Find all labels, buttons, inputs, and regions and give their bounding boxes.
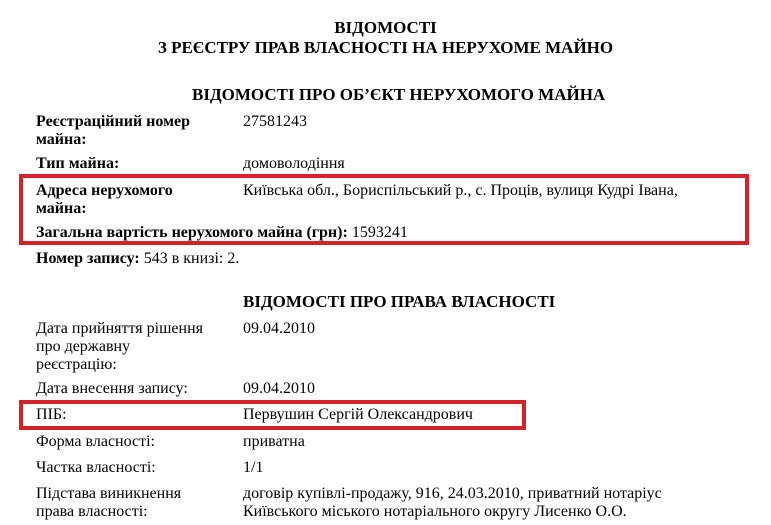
name-value: Первушин Сергій Олександрович [243, 406, 473, 423]
object-section-title: ВІДОМОСТІ ПРО ОБ’ЄКТ НЕРУХОМОГО МАЙНА [192, 85, 606, 104]
basis-label: Підстава виникнення права власності: [36, 485, 182, 520]
total-value-row [36, 224, 408, 242]
total-value-value: 1593241 [351, 224, 408, 241]
record-row [36, 250, 239, 268]
share-value: 1/1 [243, 459, 264, 476]
decision-date-value: 09.04.2010 [243, 320, 315, 337]
reg-number-label: Реєстраційний номер майна: [36, 113, 190, 148]
entry-date-label: Дата внесення запису: [36, 380, 188, 397]
entry-date-value: 09.04.2010 [243, 380, 315, 397]
ownership-form-label: Форма власності: [36, 433, 155, 450]
document-title-line2: З РЕЄСТРУ ПРАВ ВЛАСНОСТІ НА НЕРУХОМЕ МАЙНО [157, 38, 614, 57]
document-title-line1: ВІДОМОСТІ [334, 18, 437, 37]
type-value: домоволодіння [243, 155, 345, 172]
reg-number-value: 27581243 [243, 113, 307, 130]
rights-section-title: ВІДОМОСТІ ПРО ПРАВА ВЛАСНОСТІ [243, 292, 556, 311]
name-label: ПІБ: [36, 406, 67, 423]
basis-value: договір купівлі-продажу, 916, 24.03.2010, приватний нотаріус Київського міського нотаріального округу Лисенко О.О. [243, 485, 662, 520]
decision-date-label: Дата прийняття рішення про державну реєстрацію: [36, 320, 203, 373]
record-value: 543 в книзі: 2. [143, 250, 240, 267]
record-label: Номер запису: [36, 250, 140, 267]
ownership-form-value: приватна [243, 433, 305, 450]
address-value: Київська обл., Бориспільський р., с. Проців, вулиця Кудрі Івана, [243, 182, 678, 199]
share-label: Частка власності: [36, 459, 156, 476]
total-value-label: Загальна вартість нерухомого майна (грн): [36, 224, 348, 241]
address-label: Адреса нерухомого майна: [36, 182, 173, 217]
type-label: Тип майна: [36, 155, 120, 172]
